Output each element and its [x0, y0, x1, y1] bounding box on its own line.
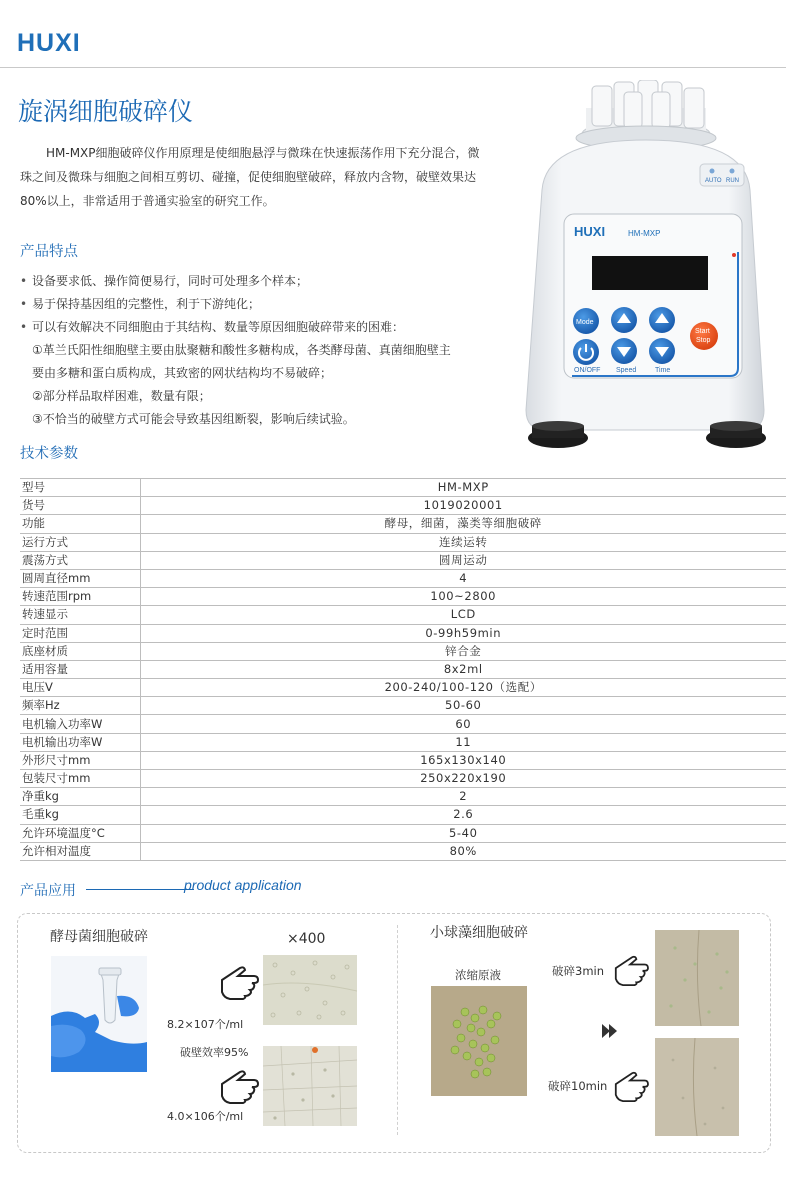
device-logo: HUXI — [574, 224, 606, 239]
break-10min-label: 破碎10min — [548, 1079, 608, 1093]
onoff-label: ON/OFF — [574, 367, 601, 374]
spec-value: LCD — [140, 606, 786, 624]
algae-micrograph-10min — [655, 1038, 739, 1136]
magnification-label: ×400 — [287, 931, 326, 947]
application-heading-line — [86, 889, 194, 890]
spec-value: 2.6 — [140, 806, 786, 824]
application-heading-cn: 产品应用 — [20, 883, 76, 899]
spec-key: 适用容量 — [20, 660, 140, 678]
spec-row — [20, 806, 786, 824]
spec-value: 11 — [140, 733, 786, 751]
time-label: Time — [655, 367, 671, 374]
feature-sub-item: ①革兰氏阳性细胞壁主要由肽聚糖和酸性多糖构成，各类酵母菌、真菌细胞壁主 — [32, 343, 451, 357]
features-heading: 产品特点 — [20, 244, 78, 260]
spec-row — [20, 770, 786, 788]
spec-value: 0-99h59min — [140, 624, 786, 642]
spec-key: 电压V — [20, 679, 140, 697]
algae-micrograph-raw — [431, 986, 527, 1096]
speed-label: Speed — [616, 367, 637, 374]
spec-value: 250x220x190 — [140, 770, 786, 788]
stop-label: Stop — [696, 337, 711, 344]
spec-key: 运行方式 — [20, 533, 140, 551]
spec-key: 电机输入功率W — [20, 715, 140, 733]
feature-item: • 设备要求低、操作简便易行，同时可处理多个样本； — [20, 270, 500, 293]
spec-key: 转速显示 — [20, 606, 140, 624]
spec-key: 允许环境温度°C — [20, 824, 140, 842]
header-divider — [0, 67, 786, 68]
application-divider — [397, 925, 398, 1135]
algae-micrograph-3min — [655, 930, 739, 1026]
spec-row — [20, 660, 786, 678]
spec-value: 100~2800 — [140, 588, 786, 606]
feature-sub-item: 要由多糖和蛋白质构成，其致密的网状结构均不易破碎； — [32, 366, 333, 380]
spec-value: 酵母，细菌，藻类等细胞破碎 — [140, 515, 786, 533]
spec-row — [20, 551, 786, 569]
spec-key: 震荡方式 — [20, 551, 140, 569]
feature-item: • 易于保持基因组的完整性，利于下游纯化； — [20, 293, 500, 316]
brand-logo — [17, 30, 107, 56]
spec-key: 定时范围 — [20, 624, 140, 642]
tube-in-hand-photo — [51, 956, 147, 1072]
spec-row — [20, 733, 786, 751]
spec-row — [20, 479, 786, 497]
brand-logo-text: HUXI — [17, 29, 81, 57]
device-model: HM-MXP — [628, 229, 661, 238]
spec-value: 165x130x140 — [140, 751, 786, 769]
spec-key: 圆周直径mm — [20, 569, 140, 587]
arrow-right-icon — [600, 1021, 620, 1041]
spec-value: 2 — [140, 788, 786, 806]
spec-key: 外形尺寸mm — [20, 751, 140, 769]
spec-row — [20, 842, 786, 860]
spec-row — [20, 679, 786, 697]
spec-key: 转速范围rpm — [20, 588, 140, 606]
spec-row — [20, 697, 786, 715]
lcd-display — [592, 256, 708, 290]
spec-row — [20, 788, 786, 806]
count-before-label: 8.2×107个/ml — [167, 1018, 244, 1031]
spec-value: 80% — [140, 842, 786, 860]
start-stop-button[interactable] — [690, 322, 718, 350]
spec-row — [20, 624, 786, 642]
specs-heading: 技术参数 — [20, 446, 78, 462]
spec-value: 50-60 — [140, 697, 786, 715]
spec-value: 圆周运动 — [140, 551, 786, 569]
spec-key: 包装尺寸mm — [20, 770, 140, 788]
spec-row — [20, 533, 786, 551]
pointing-hand-icon — [611, 952, 651, 986]
algae-title: 小球藻细胞破碎 — [430, 925, 528, 941]
spec-table — [20, 478, 786, 861]
spec-row — [20, 606, 786, 624]
spec-value: 4 — [140, 569, 786, 587]
run-label: RUN — [726, 178, 739, 184]
spec-row — [20, 824, 786, 842]
feature-sub-item: ③不恰当的破壁方式可能会导致基因组断裂，影响后续试验。 — [32, 412, 355, 426]
spec-row — [20, 642, 786, 660]
pointing-hand-icon — [218, 1066, 260, 1104]
spec-key: 底座材质 — [20, 642, 140, 660]
spec-key: 型号 — [20, 479, 140, 497]
page-title: 旋涡细胞破碎仪 — [18, 97, 194, 126]
spec-key: 允许相对温度 — [20, 842, 140, 860]
application-heading-en: product application — [184, 877, 302, 893]
spec-value: HM-MXP — [140, 479, 786, 497]
spec-key: 净重kg — [20, 788, 140, 806]
spec-row — [20, 588, 786, 606]
spec-value: 5-40 — [140, 824, 786, 842]
yeast-title: 酵母菌细胞破碎 — [50, 929, 148, 945]
spec-key: 功能 — [20, 515, 140, 533]
spec-value: 连续运转 — [140, 533, 786, 551]
spec-row — [20, 569, 786, 587]
efficiency-label: 破壁效率95% — [180, 1046, 249, 1059]
spec-row — [20, 715, 786, 733]
spec-key: 电机输出功率W — [20, 733, 140, 751]
spec-row — [20, 515, 786, 533]
break-3min-label: 破碎3min — [552, 964, 605, 978]
spec-row — [20, 497, 786, 515]
spec-value: 1019020001 — [140, 497, 786, 515]
spec-key: 货号 — [20, 497, 140, 515]
spec-value: 200-240/100-120（选配） — [140, 679, 786, 697]
spec-key: 毛重kg — [20, 806, 140, 824]
spec-value: 8x2ml — [140, 660, 786, 678]
intro-paragraph: HM-MXP细胞破碎仪作用原理是使细胞悬浮与微珠在快速振荡作用下充分混合，微珠之间及微珠与细胞之间相互剪切、碰撞，促使细胞壁破碎，释放内含物，破壁效果达80%以上，非常适用于普通实验室的研究工作。 — [20, 146, 480, 208]
feature-item: • 可以有效解决不同细胞由于其结构、数量等原因细胞破碎带来的困难： — [20, 316, 500, 339]
start-label: Start — [695, 328, 710, 335]
pointing-hand-icon — [611, 1068, 651, 1102]
spec-value: 60 — [140, 715, 786, 733]
spec-key: 频率Hz — [20, 697, 140, 715]
spec-row — [20, 751, 786, 769]
yeast-micrograph-before — [263, 955, 357, 1025]
features-list — [20, 270, 500, 431]
feature-sub-item: ②部分样品取样困难，数量有限； — [32, 389, 211, 403]
raw-solution-label: 浓缩原液 — [455, 968, 501, 982]
spec-value: 锌合金 — [140, 642, 786, 660]
device-image — [512, 80, 780, 452]
mode-label: Mode — [576, 319, 594, 326]
yeast-micrograph-after — [263, 1046, 357, 1126]
auto-label: AUTO — [705, 178, 722, 184]
count-after-label: 4.0×106个/ml — [167, 1110, 244, 1123]
pointing-hand-icon — [218, 962, 260, 1000]
